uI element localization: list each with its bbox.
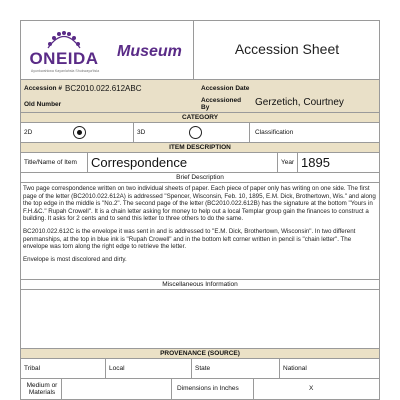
radio-selected-dot [77, 130, 82, 135]
category-2d-label: 2D [24, 129, 33, 136]
divider [171, 379, 172, 399]
category-2d-radio[interactable] [73, 126, 86, 139]
misc-info-header: Miscellaneous Information [21, 280, 379, 290]
logo-wordmark: ONEIDA [29, 49, 99, 68]
category-3d-radio[interactable] [189, 126, 202, 139]
old-number-label: Old Number [24, 101, 62, 108]
medium-dimensions-row [21, 379, 379, 399]
arch-icon [45, 29, 83, 49]
description-paragraph: BC2010.022.612C is the envelope it was sent in and is addressed to "E.M. Dick, Brothertown, Wisconsin". In two different penmanships, at the top in blue ink is "Rupah Crowell" and in the bottom left corner written in pencil is "chain letter". The envelope was torn along the right edge to retrieve the letter. [23, 227, 356, 251]
category-3d-label: 3D [137, 129, 146, 136]
accession-sheet [20, 20, 380, 400]
year-value[interactable]: 1895 [301, 155, 330, 170]
divider [61, 379, 62, 399]
divider [191, 359, 192, 378]
divider [249, 123, 250, 142]
title-name-label: Title/Name of Item [24, 159, 77, 166]
provenance-row [21, 359, 379, 379]
classification-label: Classification [255, 129, 294, 136]
accession-number-label: Accession # [24, 85, 62, 92]
category-row [21, 123, 379, 143]
dimensions-separator: X [309, 385, 314, 392]
category-header: CATEGORY [21, 113, 379, 123]
logo-subtext: Ayunkwahkwa Kayanlahsla Shukwaya'tisla [30, 69, 100, 73]
description-paragraph: Two page correspondence written on two individual sheets of paper. Each piece of paper only has writing on one side. The first page of the letter (BC2010.022.612A) is addressed "Spencer, Wisconsin, Feb. 10, 1895, E.M. Dick, Brothertown, Wis." and along the top edge in the middle is "No.2". The second page of the letter (BC2010.022.612B) has the signature at the bottom "Yours in F.H.&C." Rupah Crowell". It is a chain letter asking for money to help out a local Templar group gain the finances to construct a building. It asks for 2 cents and to send this letter to three others to do the same. [23, 185, 376, 223]
accession-band [21, 80, 379, 113]
divider [133, 123, 134, 142]
brief-description-header: Brief Description [21, 173, 379, 183]
divider [279, 359, 280, 378]
brief-description-text[interactable] [21, 185, 379, 293]
sheet-header [21, 21, 379, 80]
medium-materials-label: Medium or Materials [26, 382, 58, 396]
accession-date-label: Accession Date [201, 85, 250, 92]
divider [105, 359, 106, 378]
accessioned-by-label: Accessioned By [201, 97, 242, 111]
dimensions-label: Dimensions in Inches [177, 385, 239, 392]
year-label: Year [281, 159, 295, 166]
description-paragraph: Envelope is most discolored and dirty. [23, 255, 127, 263]
sheet-title: Accession Sheet [234, 41, 340, 57]
title-name-value[interactable]: Correspondence [91, 155, 188, 170]
provenance-local-label: Local [109, 365, 125, 372]
provenance-state-label: State [195, 365, 211, 372]
accession-number-value[interactable]: BC2010.022.612ABC [65, 84, 142, 93]
provenance-tribal-label: Tribal [24, 365, 41, 372]
misc-info-area[interactable] [21, 290, 379, 349]
accessioned-by-value[interactable]: Gerzetich, Courtney [255, 97, 344, 108]
sheet-title-box [193, 21, 380, 79]
provenance-national-label: National [283, 365, 307, 372]
oneida-logo [21, 21, 105, 79]
divider [253, 379, 254, 399]
provenance-header: PROVENANCE (SOURCE) [21, 349, 379, 359]
museum-label: Museum [117, 43, 182, 60]
item-description-header: ITEM DESCRIPTION [21, 143, 379, 153]
divider [87, 153, 88, 172]
divider [277, 153, 278, 172]
divider [297, 153, 298, 172]
item-title-row [21, 153, 379, 173]
